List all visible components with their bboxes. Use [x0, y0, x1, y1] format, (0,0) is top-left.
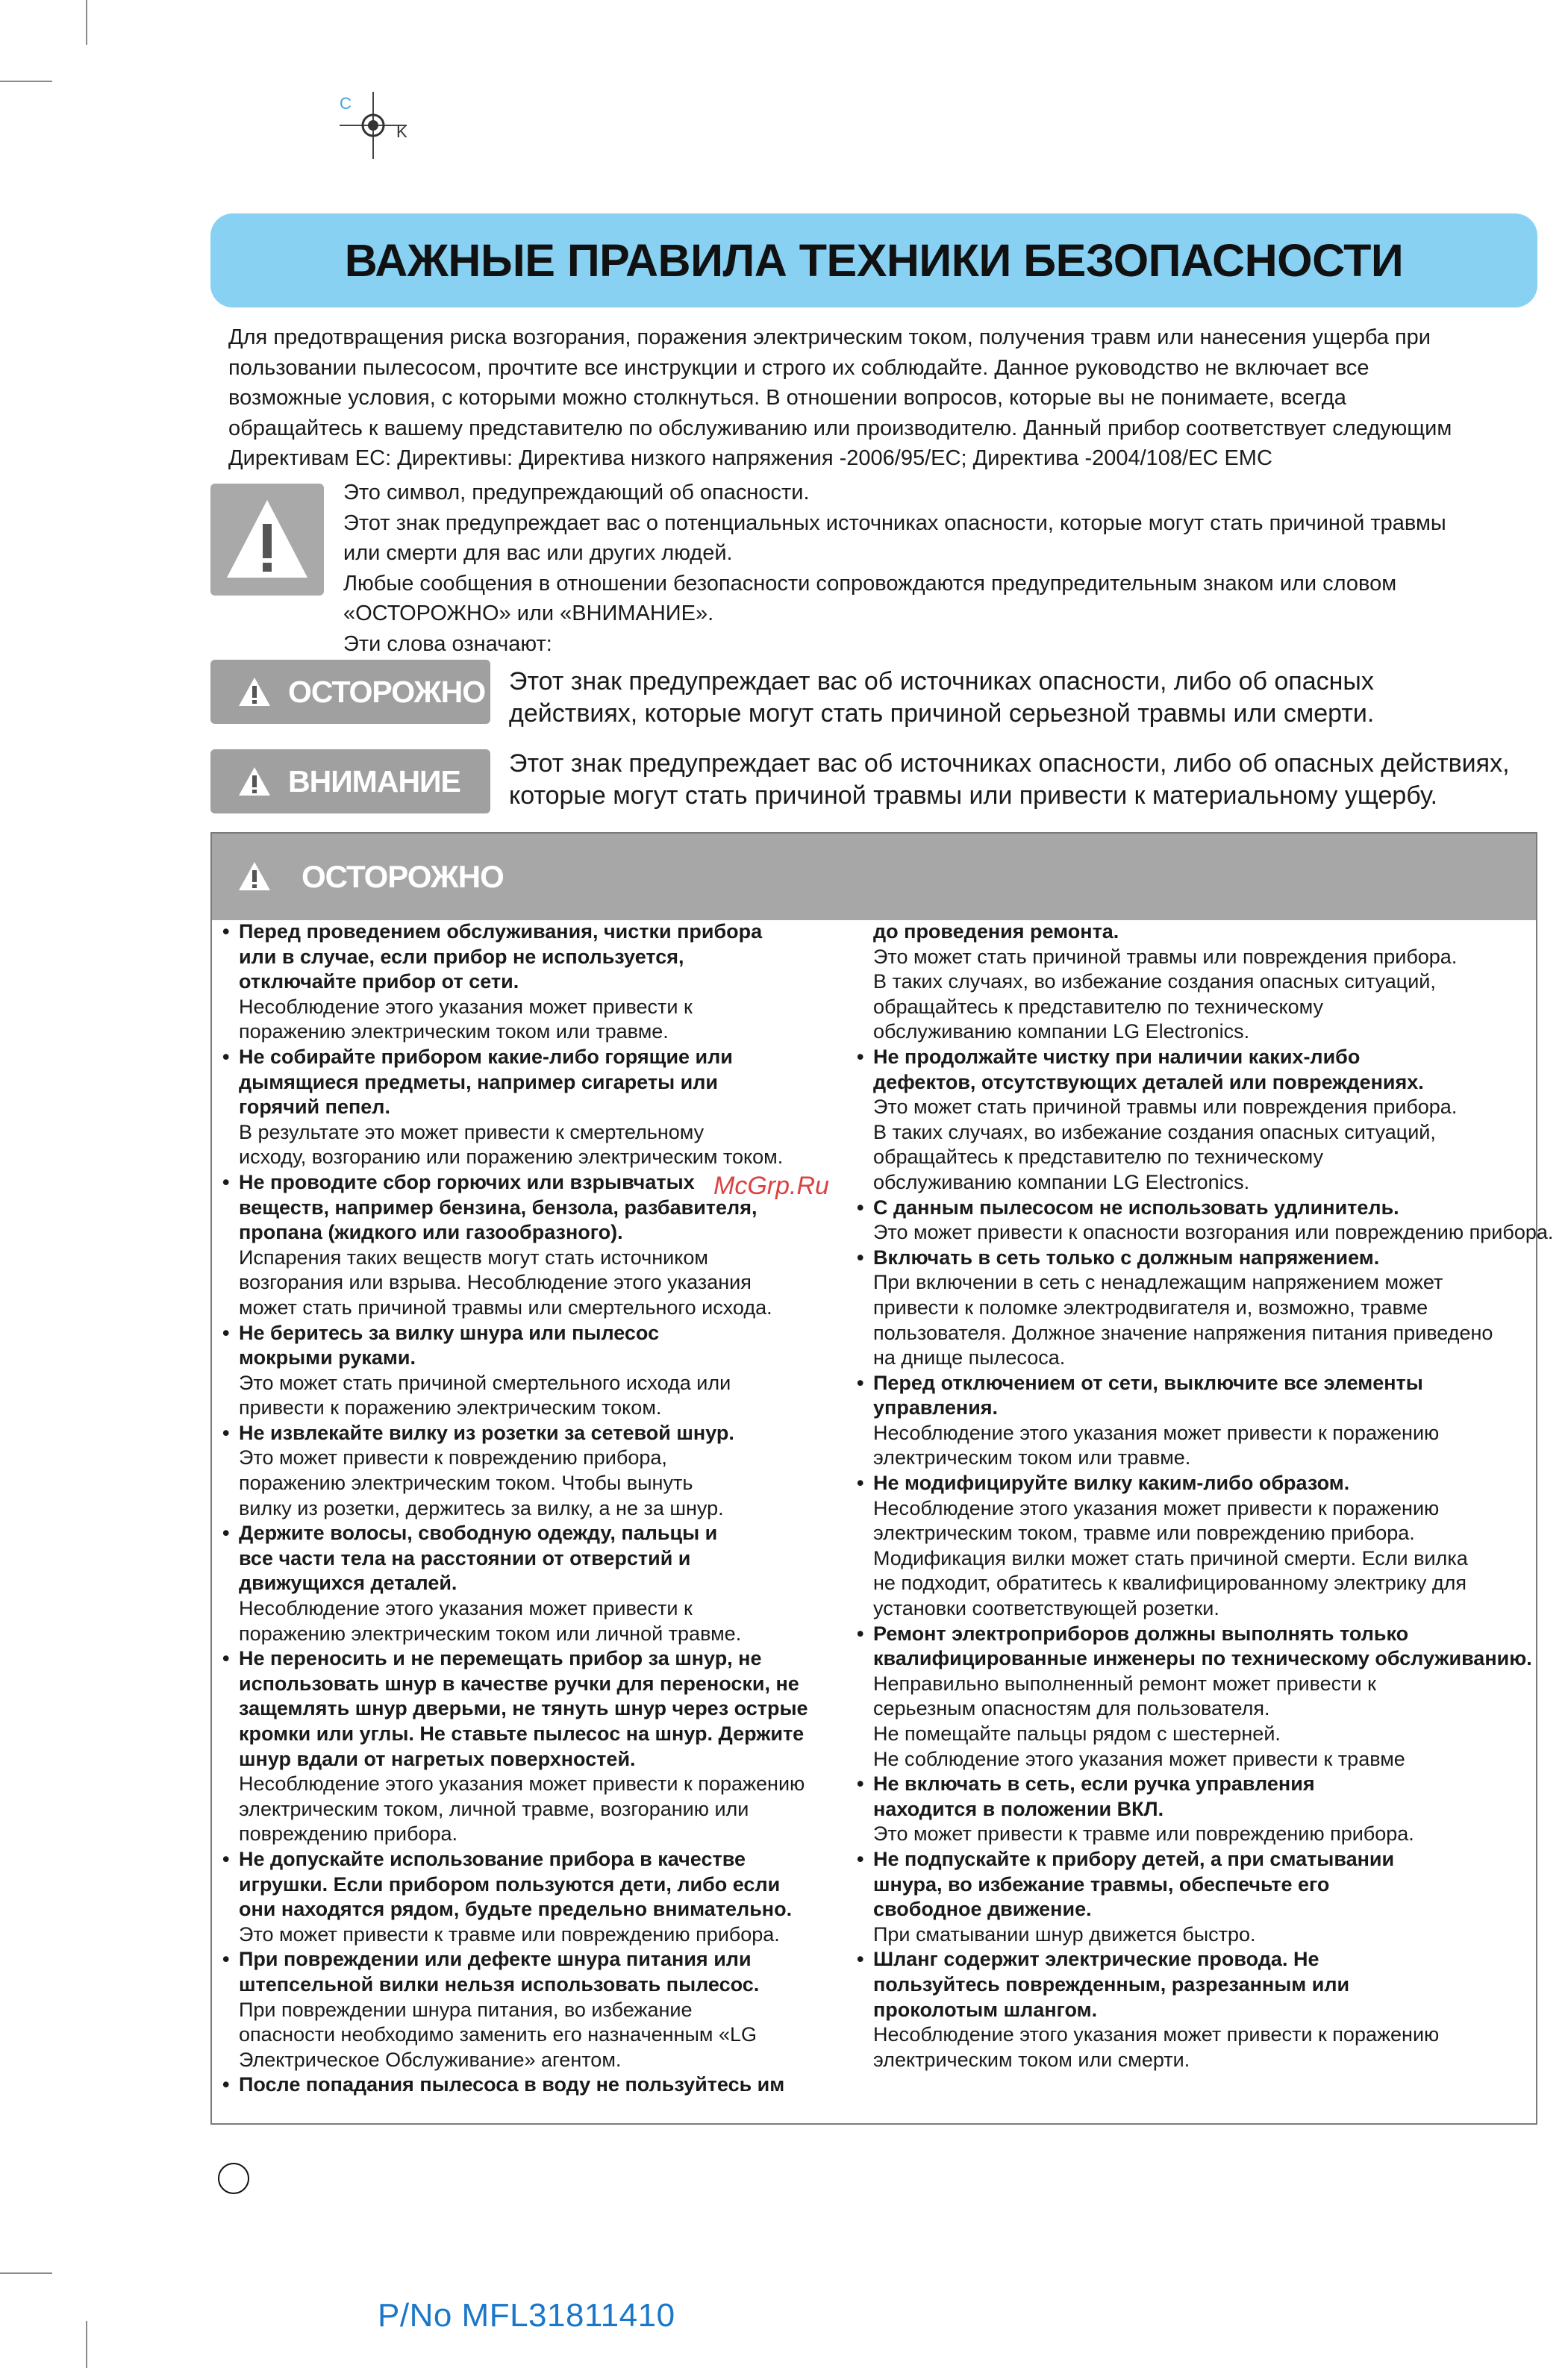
warning-item-body: Это может стать причиной травмы или повреждения прибора. [873, 945, 1458, 968]
warning-item-heading: • С данным пылесосом не использовать удлинитель. [873, 1196, 1537, 1221]
intro-paragraph [228, 322, 1557, 474]
badge-desc-line: действиях, которые могут стать причиной серьезной травмы или смерти. [509, 699, 1375, 728]
warning-item-body: Это может стать причиной травмы или повреждения прибора. [873, 1096, 1458, 1119]
warning-item-heading: квалифицированные инженеры по техническому обслуживанию. [873, 1647, 1532, 1670]
warning-item-heading: • Не допускайте использование прибора в качестве [239, 1847, 858, 1872]
warning-item-body: При включении в сеть с ненадлежащим напряжением может [873, 1271, 1443, 1294]
warning-item-body: Не помещайте пальцы рядом с шестерней. [873, 1722, 1281, 1745]
warning-item-body: обращайтесь к представителю по техническому [873, 995, 1323, 1018]
warning-item-heading: использовать шнур в качестве ручки для переноски, не [239, 1672, 799, 1695]
registration-c-label: C [340, 94, 352, 113]
warning-item-heading: • При повреждении или дефекте шнура питания или [239, 1947, 858, 1972]
warning-triangle-icon [222, 496, 312, 584]
intro-line: возможные условия, с которыми можно столкнуться. В отношении вопросов, которые вы не понимаете, всегда [228, 386, 1346, 410]
warning-item [239, 1421, 858, 1521]
warning-item-heading: или в случае, если прибор не используется, [239, 945, 684, 968]
warning-item-heading: управления. [873, 1396, 999, 1419]
warning-item-heading: свободное движение. [873, 1898, 1092, 1921]
warning-triangle-icon [237, 676, 272, 707]
warning-column-right [873, 919, 1554, 2072]
warning-item-heading: защемлять шнур дверьми, не тянуть шнур через острые [239, 1697, 808, 1720]
warning-item-body: вилку из розетки, держитесь за вилку, а не за шнур. [239, 1496, 724, 1519]
warning-item-body: привести к поражению электрическим током. [239, 1396, 662, 1419]
symbol-line: «ОСТОРОЖНО» или «ВНИМАНИЕ». [343, 602, 714, 625]
symbol-line: Это символ, предупреждающий об опасности. [343, 481, 810, 504]
warning-item [873, 1371, 1537, 1471]
crop-mark [0, 81, 52, 82]
warning-item-heading: горячий пепел. [239, 1096, 390, 1119]
warning-item-heading: • Включать в сеть только с должным напряжением. [873, 1246, 1537, 1271]
warning-item-body: возгорания или взрыва. Несоблюдение этого указания [239, 1271, 752, 1294]
registration-k-label: K [396, 122, 407, 141]
warning-item-body: установки соответствующей розетки. [873, 1597, 1219, 1620]
warning-item-body: на днище пылесоса. [873, 1346, 1066, 1369]
page-number-circle [218, 2163, 249, 2194]
warning-item-body: серьезным опасностям для пользователя. [873, 1697, 1270, 1720]
warning-section-header [212, 834, 1536, 920]
warning-item-body: В таких случаях, во избежание создания опасных ситуаций, [873, 1120, 1436, 1143]
warning-item-heading: • Не продолжайте чистку при наличии каких-либо [873, 1045, 1537, 1070]
warning-item-body: поражению электрическим током или личной травме. [239, 1622, 742, 1645]
warning-item-heading: отключайте прибор от сети. [239, 970, 519, 993]
warning-item [239, 1521, 858, 1646]
warning-item-heading: до проведения ремонта. [873, 920, 1119, 943]
warning-item [873, 1471, 1537, 1622]
caution-badge-description [509, 748, 1568, 812]
warning-item [239, 2072, 858, 2098]
warning-item-body: поражению электрическим током или травме. [239, 1020, 669, 1043]
warning-item-body: обращайтесь к представителю по техническому [873, 1146, 1323, 1169]
warning-item [239, 1045, 858, 1170]
warning-item-heading: • Не подпускайте к прибору детей, а при сматывании [873, 1847, 1537, 1872]
warning-item-body: В результате это может привести к смертельному [239, 1120, 705, 1143]
warning-item-body: Испарения таких веществ могут стать источником [239, 1246, 708, 1269]
symbol-line: Эти слова означают: [343, 631, 552, 656]
warning-item-body: Не соблюдение этого указания может привести к травме [873, 1747, 1405, 1770]
warning-item-heading: движущихся деталей. [239, 1572, 457, 1595]
part-number: P/No MFL31811410 [378, 2297, 675, 2334]
warning-item-heading: пропана (жидкого или газообразного). [239, 1221, 623, 1244]
intro-line: пользовании пылесосом, прочтите все инструкции и строго их соблюдайте. Данное руководство не включает все [228, 355, 1369, 380]
warning-item-body: Это может привести к опасности возгорания или повреждению прибора. [873, 1221, 1554, 1244]
warning-item [873, 1045, 1537, 1196]
badge-desc-line: Этот знак предупреждает вас об источниках опасности, либо об опасных действиях, [509, 749, 1510, 778]
title-band [210, 213, 1537, 307]
intro-line: Для предотвращения риска возгорания, поражения электрическим током, получения травм или нанесения ущерба при [228, 325, 1431, 349]
crop-mark [86, 0, 87, 45]
symbol-line: Этот знак предупреждает вас о потенциальных источниках опасности, которые могут стать причиной травмы [343, 510, 1446, 535]
warning-item-body: электрическим током или травме. [873, 1446, 1191, 1469]
warning-badge-label: ОСТОРОЖНО [288, 675, 486, 709]
warning-item [873, 1947, 1537, 2072]
warning-item-heading: находится в положении ВКЛ. [873, 1797, 1164, 1820]
warning-item-body: Несоблюдение этого указания может привести к поражению [239, 1772, 805, 1796]
symbol-explanation [343, 478, 1552, 659]
warning-item-body: опасности необходимо заменить его назначенным «LG [239, 2023, 758, 2046]
warning-triangle-icon [237, 860, 272, 892]
badge-desc-line: которые могут стать причиной травмы или привести к материальному ущербу. [509, 781, 1438, 810]
warning-item-heading: • Не извлекайте вилку из розетки за сетевой шнур. [239, 1421, 858, 1446]
warning-badge-description [509, 666, 1568, 730]
warning-item-body: электрическим током, личной травме, возгоранию или [239, 1797, 749, 1820]
watermark: McGrp.Ru [713, 1172, 829, 1200]
warning-item-body: электрическим током или смерти. [873, 2048, 1190, 2071]
warning-item-body: Это может стать причиной смертельного исхода или [239, 1371, 731, 1394]
warning-item-body: При сматывании шнур движется быстро. [873, 1922, 1256, 1946]
warning-item-body: Модификация вилки может стать причиной смерти. Если вилка [873, 1546, 1468, 1569]
warning-item-body: обслуживанию компании LG Electronics. [873, 1170, 1250, 1193]
warning-item-heading: • Не переносить и не перемещать прибор за шнур, не [239, 1646, 858, 1672]
warning-item-heading: дымящиеся предметы, например сигареты или [239, 1070, 718, 1093]
warning-badge [210, 660, 490, 724]
warning-item-heading: дефектов, отсутствующих деталей или повреждениях. [873, 1070, 1424, 1093]
warning-item [239, 1646, 858, 1847]
symbol-line: или смерти для вас или других людей. [343, 541, 733, 565]
warning-item-heading: • Не беритесь за вилку шнура или пылесос [239, 1321, 858, 1346]
warning-item [239, 1947, 858, 2072]
warning-item-body: В таких случаях, во избежание создания опасных ситуаций, [873, 970, 1436, 993]
warning-item-heading: • Перед отключением от сети, выключите все элементы [873, 1371, 1537, 1396]
warning-item-body: Это может привести к травме или повреждению прибора. [873, 1822, 1414, 1846]
warning-item [239, 1847, 858, 1947]
warning-item-heading: мокрыми руками. [239, 1346, 416, 1369]
warning-item-body: Несоблюдение этого указания может привести к [239, 1597, 693, 1620]
warning-item-heading: проколотым шлангом. [873, 1998, 1098, 2021]
warning-item-heading: штепсельной вилки нельзя использовать пылесос. [239, 1972, 760, 1996]
warning-item-body: Несоблюдение этого указания может привести к поражению [873, 2023, 1440, 2046]
warning-item-heading: пользуйтесь поврежденным, разрезанным или [873, 1972, 1350, 1996]
warning-item [239, 1321, 858, 1421]
warning-item-body: исходу, возгоранию или поражению электрическим током. [239, 1146, 784, 1169]
warning-item-heading: кромки или углы. Не ставьте пылесос на шнур. Держите [239, 1722, 805, 1745]
warning-item-heading: • После попадания пылесоса в воду не пользуйтесь им [239, 2072, 858, 2098]
warning-item-body: может стать причиной травмы или смертельного исхода. [239, 1296, 772, 1319]
crop-mark [86, 2321, 87, 2368]
warning-item-body: поражению электрическим током. Чтобы вынуть [239, 1472, 693, 1495]
warning-item-body: электрическим током, травме или повреждению прибора. [873, 1522, 1415, 1545]
warning-item-body: не подходит, обратитесь к квалифицированному электрику для [873, 1572, 1467, 1595]
warning-item-heading: • Держите волосы, свободную одежду, пальцы и [239, 1521, 858, 1546]
warning-item-body: При повреждении шнура питания, во избежание [239, 1998, 693, 2021]
warning-item-body: обслуживанию компании LG Electronics. [873, 1020, 1250, 1043]
warning-item-heading: игрушки. Если прибором пользуются дети, либо если [239, 1872, 781, 1896]
warning-item-body: Неправильно выполненный ремонт может привести к [873, 1672, 1376, 1695]
warning-triangle-icon [237, 766, 272, 797]
warning-column-left [239, 919, 858, 2098]
badge-desc-line: Этот знак предупреждает вас об источниках опасности, либо об опасных [509, 667, 1374, 696]
warning-item-body: Это может привести к травме или повреждению прибора. [239, 1922, 780, 1946]
warning-item-body: Несоблюдение этого указания может привести к [239, 995, 693, 1018]
warning-item-heading: • Шланг содержит электрические провода. Не [873, 1947, 1537, 1972]
caution-badge [210, 749, 490, 813]
warning-item-heading: шнура, во избежание травмы, обеспечьте его [873, 1872, 1330, 1896]
warning-item-body: повреждению прибора. [239, 1822, 458, 1846]
warning-item-heading: шнур вдали от нагретых поверхностей. [239, 1747, 636, 1770]
warning-item [873, 1847, 1537, 1947]
warning-item-body: Это может привести к повреждению прибора, [239, 1446, 667, 1469]
warning-item [873, 1622, 1537, 1772]
intro-line: обращайтесь к вашему представителю по обслуживанию или производителю. Данный прибор соответствует следующим [228, 416, 1452, 440]
symbol-line: Любые сообщения в отношении безопасности сопровождаются предупредительным знаком или словом [343, 571, 1397, 596]
warning-item [873, 1196, 1554, 1246]
crop-mark [0, 2272, 52, 2274]
warning-item [239, 919, 858, 1045]
warning-item-heading: • Не собирайте прибором какие-либо горящие или [239, 1045, 858, 1070]
warning-item-heading: • Перед проведением обслуживания, чистки прибора [239, 919, 858, 945]
warning-item-body: привести к поломке электродвигателя и, возможно, травме [873, 1296, 1428, 1319]
warning-item-body: Несоблюдение этого указания может привести к поражению [873, 1421, 1440, 1444]
warning-item-body: Несоблюдение этого указания может привести к поражению [873, 1496, 1440, 1519]
warning-item-heading: веществ, например бензина, бензола, разбавителя, [239, 1196, 758, 1219]
page-title: ВАЖНЫЕ ПРАВИЛА ТЕХНИКИ БЕЗОПАСНОСТИ [344, 235, 1404, 286]
warning-item-heading: • Не включать в сеть, если ручка управления [873, 1772, 1537, 1797]
warning-item [873, 1772, 1537, 1847]
warning-item-heading: • Не модифицируйте вилку каким-либо образом. [873, 1471, 1537, 1496]
warning-item-body: пользователя. Должное значение напряжения питания приведено [873, 1321, 1493, 1344]
warning-item-body: Электрическое Обслуживание» агентом. [239, 2048, 622, 2071]
warning-item-heading: они находятся рядом, будьте предельно внимательно. [239, 1898, 793, 1921]
warning-item [873, 1246, 1537, 1371]
warning-item-heading: • Ремонт электроприборов должны выполнять только [873, 1622, 1537, 1647]
warning-item-heading: • Не проводите сбор горючих или взрывчатых [239, 1170, 858, 1196]
intro-line: Директивам ЕС: Директивы: Директива низкого напряжения -2006/95/ЕС; Директива -2004/108/ЕС EMC [228, 446, 1272, 470]
warning-item-heading: все части тела на расстоянии от отверстий и [239, 1546, 691, 1569]
hazard-symbol-box [210, 484, 324, 596]
warning-section-title: ОСТОРОЖНО [302, 859, 504, 894]
warning-item [873, 919, 1537, 1045]
caution-badge-label: ВНИМАНИЕ [288, 764, 460, 799]
